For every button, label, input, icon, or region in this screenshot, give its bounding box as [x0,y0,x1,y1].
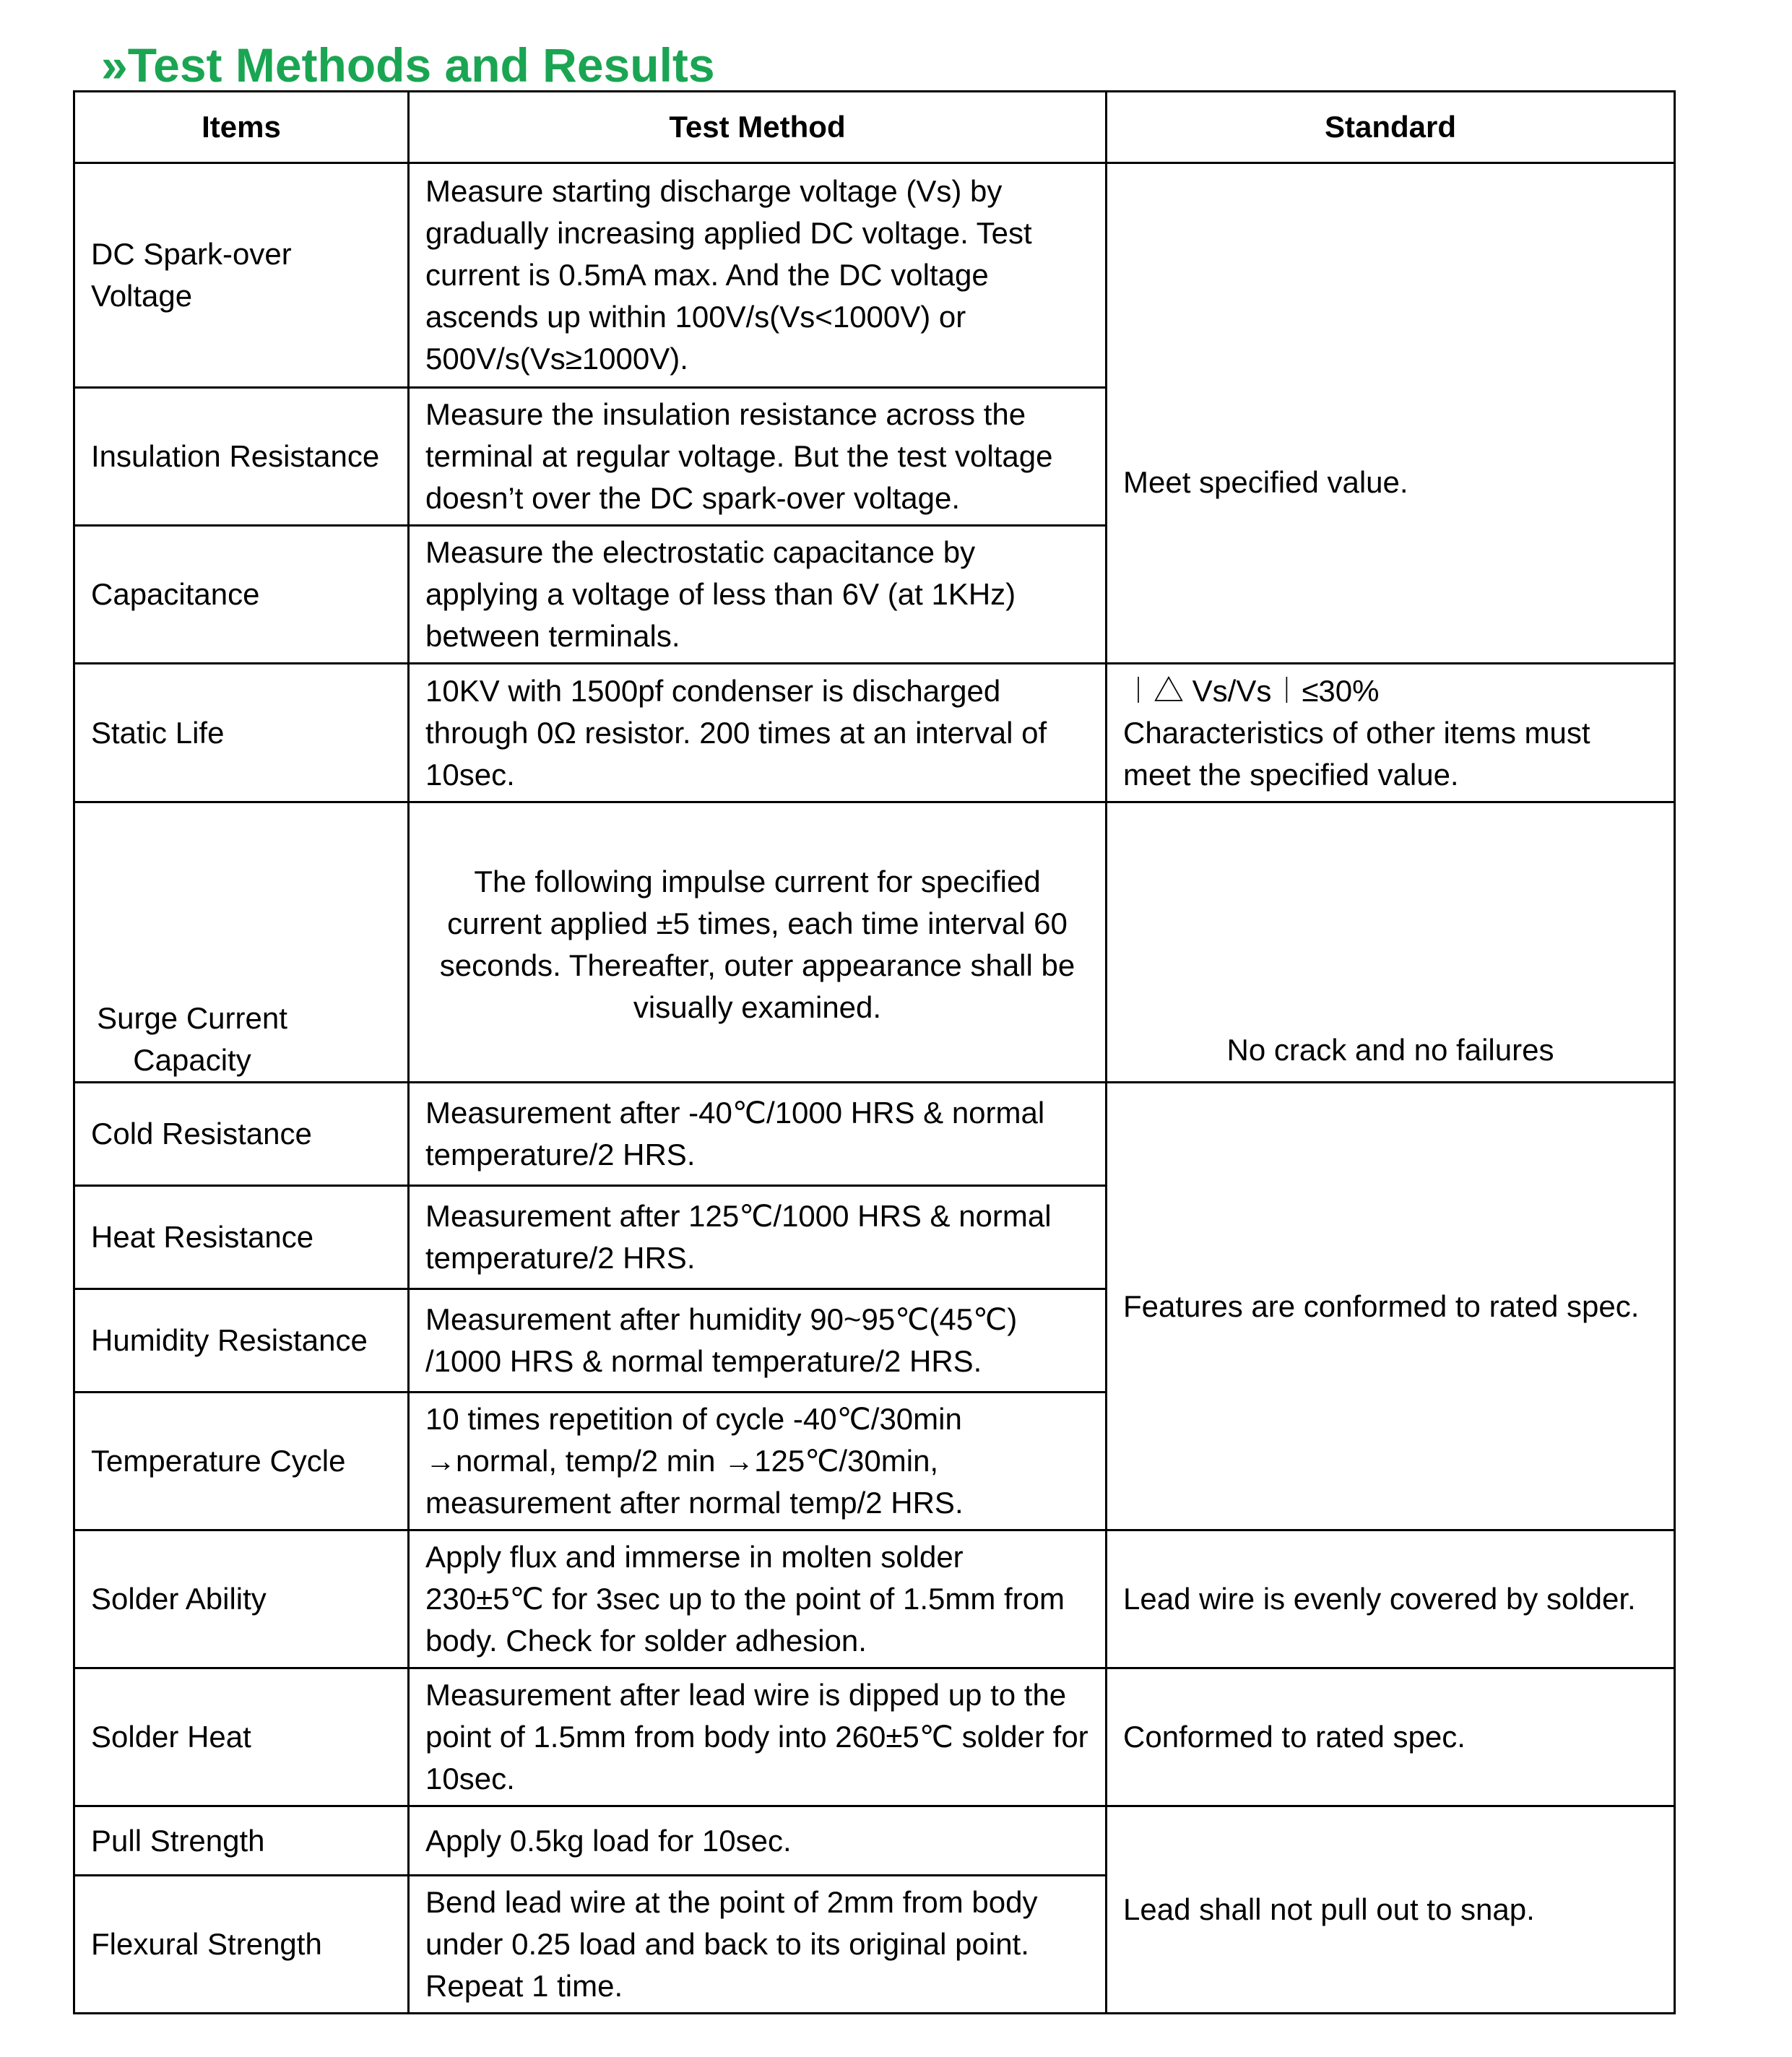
item-cell: Solder Ability [74,1530,409,1668]
table-row [74,664,1675,802]
table-row [74,1083,1675,1186]
method-cell: Measure the electrostatic capacitance by applying a voltage of less than 6V (at 1KHz) between terminals. [409,526,1107,664]
header-items: Items [74,92,409,163]
item-cell: Flexural Strength [74,1876,409,2014]
method-cell: Measure starting discharge voltage (Vs) by gradually increasing applied DC voltage. Test current is 0.5mA max. And the DC voltage ascends up within 100V/s(Vs<1000V) or 500V/s(Vs≥1000V). [409,163,1107,388]
header-test-method: Test Method [409,92,1107,163]
item-cell: Cold Resistance [74,1083,409,1186]
method-cell: Measurement after -40℃/1000 HRS & normal temperature/2 HRS. [409,1083,1107,1186]
standard-cell-solder-ability: Lead wire is evenly covered by solder. [1107,1530,1675,1668]
static-life-other-criterion: Characteristics of other items must meet the specified value. [1123,715,1590,792]
item-cell: Pull Strength [74,1806,409,1876]
method-cell: Bend lead wire at the point of 2mm from body under 0.25 load and back to its original point. Repeat 1 time. [409,1876,1107,2014]
item-cell: Capacitance [74,526,409,664]
standard-cell-lead-pull: Lead shall not pull out to snap. [1107,1806,1675,2014]
method-cell: 10 times repetition of cycle -40℃/30min →normal, temp/2 min →125℃/30min, measurement after normal temp/2 HRS. [409,1393,1107,1530]
standard-cell-solder-heat: Conformed to rated spec. [1107,1668,1675,1806]
item-cell: Humidity Resistance [74,1289,409,1393]
surge-item-label: Surge Current Capacity [97,1001,287,1077]
method-cell: Measurement after humidity 90~95℃(45℃) /1000 HRS & normal temperature/2 HRS. [409,1289,1107,1393]
test-methods-table [73,90,1676,2014]
item-cell: Temperature Cycle [74,1393,409,1530]
header-standard: Standard [1107,92,1675,163]
standard-cell-surge: No crack and no failures [1107,802,1675,1083]
table-row [74,1806,1675,1876]
table-row [74,163,1675,388]
method-cell: Apply 0.5kg load for 10sec. [409,1806,1107,1876]
standard-cell-static-life [1107,664,1675,802]
method-cell: The following impulse current for specified current applied ±5 times, each time interval 60 seconds. Thereafter, outer appearance shall be visually examined. [409,802,1107,1083]
method-cell: Apply flux and immerse in molten solder 230±5℃ for 3sec up to the point of 1.5mm from body. Check for solder adhesion. [409,1530,1107,1668]
item-cell [74,802,409,1083]
page-title: »Test Methods and Results [101,38,715,92]
item-cell: Solder Heat [74,1668,409,1806]
method-cell: Measure the insulation resistance across the terminal at regular voltage. But the test voltage doesn’t over the DC spark-over voltage. [409,388,1107,526]
item-cell: Static Life [74,664,409,802]
table-row [74,802,1675,1083]
standard-cell-features: Features are conformed to rated spec. [1107,1083,1675,1530]
method-cell: 10KV with 1500pf condenser is discharged through 0Ω resistor. 200 times at an interval of 10sec. [409,664,1107,802]
item-cell: Heat Resistance [74,1186,409,1289]
method-cell: Measurement after lead wire is dipped up to the point of 1.5mm from body into 260±5℃ solder for 10sec. [409,1668,1107,1806]
table-row [74,1668,1675,1806]
item-cell: DC Spark-over Voltage [74,163,409,388]
table-row [74,1530,1675,1668]
standard-cell-meet-specified: Meet specified value. [1107,163,1675,664]
table-header-row [74,92,1675,163]
static-life-delta-criterion: ︱△ Vs/Vs︱≤30% [1123,673,1380,708]
item-cell: Insulation Resistance [74,388,409,526]
method-cell: Measurement after 125℃/1000 HRS & normal temperature/2 HRS. [409,1186,1107,1289]
